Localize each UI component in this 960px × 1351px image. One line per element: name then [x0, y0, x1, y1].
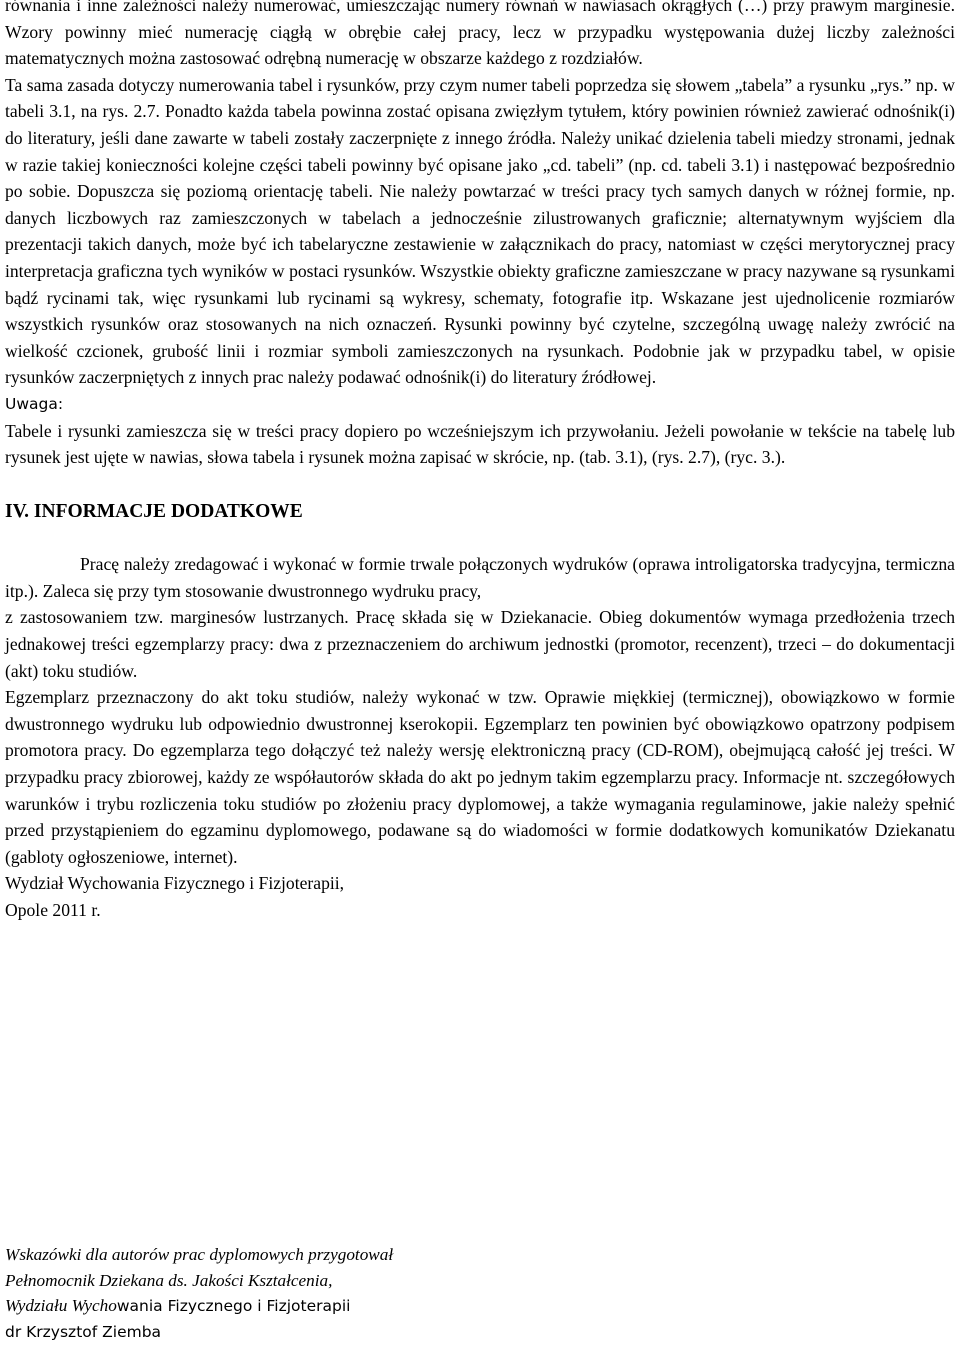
footer-credits [5, 1242, 393, 1345]
footer-author: dr Krzysztof Ziemba [5, 1322, 162, 1341]
paragraph-tables-figures: Ta sama zasada dotyczy numerowania tabel i rysunków, przy czym numer tabeli poprzedza się słowem „tabela” a rysunku „rys.” np. w tabeli 3.1, na rys. 2.7. Ponadto każda tabela powinna zostać opisana zwięzłym tytułem, który powinien również zawierać odnośnik(i) do literatury, jeśli dane zawarte w tabeli zostały zaczerpnięte z innego źródła. Należy unikać dzielenia tabeli miedzy stronami, jednak w razie takiej konieczności kolejne części tabeli powinny być opisane jako „cd. tabeli” (np. cd. tabeli 3.1) i następować bezpośrednio po sobie. Dopuszcza się poziomą orientację tabeli. Nie należy powtarzać w treści pracy tych samych danych w różnej formie, np. danych liczbowych raz zamieszczonych w tabelach a jednocześnie zilustrowanych graficznie; alternatywnym wyjściem dla prezentacji takich danych, może być ich tabelaryczne zestawienie w załącznikach do pracy, natomiast w części merytorycznej pracy interpretacja graficzna tych wyników w postaci rysunków. Wszystkie obiekty graficzne zamieszczane w pracy nazywane są rysunkami bądź rycinami tak, więc rysunkami lub rycinami są wykresy, schematy, fotografie itp. Wskazane jest ujednolicenie rozmiarów wszystkich rysunków oraz stosowanych na nich oznaczeń. Rysunki powinny być czytelne, szczególną uwagę należy zwrócić na wielkość czcionek, grubość linii i rozmiar symboli zamieszczonych na rysunkach. Podobnie jak w przypadku tabel, w opisie rysunków zaczerpniętych z innych prac należy podawać odnośnik(i) do literatury źródłowej. [5, 74, 955, 388]
signature-faculty: Wydział Wychowania Fizycznego i Fizjoterapii, [5, 873, 345, 894]
paragraph-binding: Pracę należy zredagować i wykonać w formie trwale połączonych wydruków (oprawa introligatorska tradycyjna, termiczna itp.). Zaleca się przy tym stosowanie dwustronnego wydruku pracy, [5, 554, 955, 601]
paragraph-study-records: Egzemplarz przeznaczony do akt toku studiów, należy wykonać w tzw. Oprawie miękkiej (termicznej), obowiązkowo w formie dwustronnego wydruku lub odpowiednio dwustronnej kserokopii. Egzemplarz ten powinien być obowiązkowo opatrzony podpisem promotora pracy. Do egzemplarza tego dołączyć też należy wersję elektroniczną pracy (CD-ROM), obejmującą całość jej treści. W przypadku pracy zbiorowej, każdy ze współautorów składa do akt po jednym takim egzemplarzu pracy. Informacje nt. szczegółowych warunków i trybu rozliczenia toku studiów po złożeniu pracy dyplomowej, a także wymagania regulaminowe, jakie należy spełnić przed przystąpieniem do egzaminu dyplomowego, podawane są do wiadomości w formie dodatkowych komunikatów Dziekanatu (gabloty ogłoszeniowe, internet). [5, 687, 955, 867]
note-label: Uwaga: [5, 394, 64, 413]
footer-line-2: Pełnomocnik Dziekana ds. Jakości Kształcenia, [5, 1270, 333, 1290]
paragraph-equations: równania i inne zależności należy numerować, umieszczając numery równań w nawiasach okrągłych (…) przy prawym marginesie. Wzory powinny mieć numerację ciągłą w obrębie całej pracy, lecz w przypadku występowania dużej liczby zależności matematycznych można zastosować odrębną numerację w obszarze każdego z rozdziałów. [5, 0, 955, 69]
paragraph-note: Tabele i rysunki zamieszcza się w treści pracy dopiero po wcześniejszym ich przywołaniu. Jeżeli powołanie w tekście na tabelę lub rysunek jest ujęte w nawias, słowa tabela i rysunek można zapisać w skrócie, np. (tab. 3.1), (rys. 2.7), (ryc. 3.). [5, 420, 955, 468]
signature-place-date: Opole 2011 r. [5, 900, 101, 920]
paragraph-copies: z zastosowaniem tzw. marginesów lustrzanych. Pracę składa się w Dziekanacie. Obieg dokumentów wymaga przedłożenia trzech jednakowej treści egzemplarzy pracy: dwa z przeznaczeniem do archiwum jednostki (promotor, recenzent), trzeci – do dokumentacji (akt) toku studiów. [5, 607, 955, 681]
footer-line-3-part-a: Wydziału Wycho [5, 1296, 117, 1315]
footer-line-1: Wskazówki dla autorów prac dyplomowych przygotował [5, 1245, 394, 1264]
section-heading: IV. INFORMACJE DODATKOWE [5, 500, 303, 522]
footer-line-3-part-b: wania Fizycznego i Fizjoterapii [116, 1297, 351, 1315]
footer-line-3 [5, 1293, 393, 1320]
